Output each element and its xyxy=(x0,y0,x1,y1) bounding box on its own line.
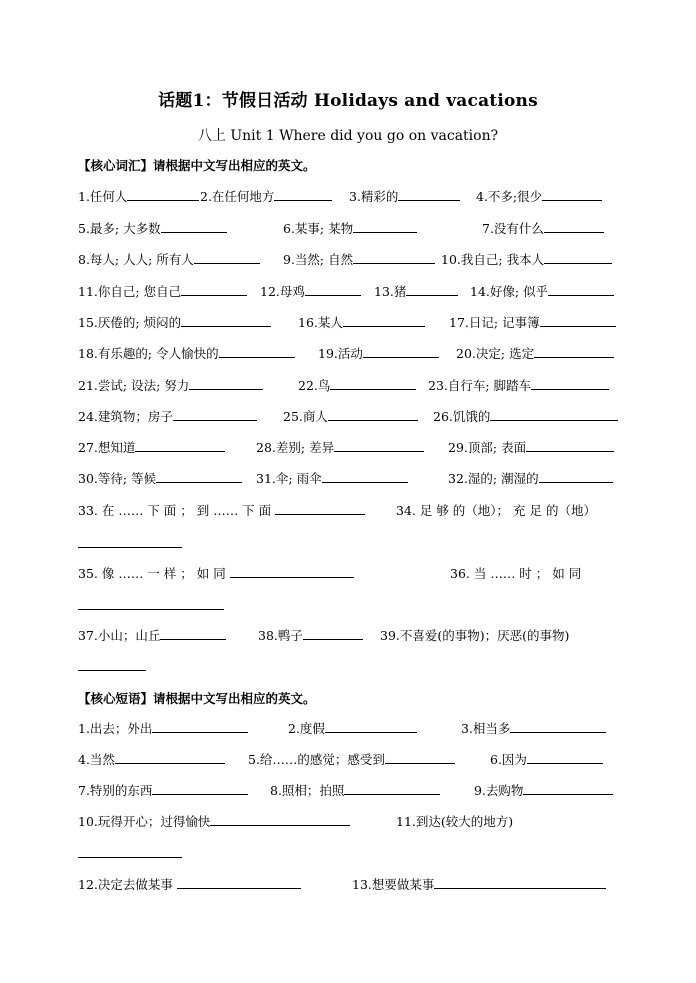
vocab-item-4: 4.不多;很少 xyxy=(476,187,602,205)
vocab-row-7 xyxy=(78,376,618,398)
vocab-row-9 xyxy=(78,438,618,460)
answer-blank[interactable] xyxy=(219,344,295,358)
answer-blank[interactable] xyxy=(275,501,365,515)
vocab-item-22: 22.鸟 xyxy=(298,376,416,394)
answer-blank[interactable] xyxy=(353,219,417,233)
vocab-item-24: 24.建筑物；房子 xyxy=(78,407,257,425)
vocab-item-36: 36. 当 …… 时 ； 如 同 xyxy=(450,566,582,581)
answer-blank[interactable] xyxy=(152,781,248,795)
answer-blank[interactable] xyxy=(181,282,247,296)
answer-blank[interactable] xyxy=(406,282,458,296)
vocab-item-31: 31.伞; 雨伞 xyxy=(256,469,408,487)
phrase-row-2 xyxy=(78,750,618,772)
vocab-item-1: 1.任何人 xyxy=(78,187,199,205)
vocab-row-3 xyxy=(78,250,618,272)
answer-blank[interactable] xyxy=(325,719,417,733)
vocab-item-15: 15.厌倦的; 烦闷的 xyxy=(78,313,271,331)
answer-blank[interactable] xyxy=(534,344,614,358)
vocab-item-11: 11.你自己; 您自己 xyxy=(78,282,247,300)
vocab-row-10 xyxy=(78,469,618,491)
answer-blank[interactable] xyxy=(540,313,616,327)
vocab-item-10: 10.我自己; 我本人 xyxy=(441,250,612,268)
vocab-item-35: 35. 像 …… 一 样 ； 如 同 xyxy=(78,564,354,582)
answer-blank[interactable] xyxy=(548,282,614,296)
answer-blank[interactable] xyxy=(334,438,424,452)
answer-blank[interactable] xyxy=(78,608,224,610)
phrase-item-9: 9.去购物 xyxy=(474,781,613,799)
phrase-row-5 xyxy=(78,875,618,897)
vocab-item-25: 25.商人 xyxy=(283,407,418,425)
answer-blank[interactable] xyxy=(160,626,226,640)
answer-blank[interactable] xyxy=(328,407,418,421)
answer-blank[interactable] xyxy=(303,626,363,640)
answer-blank[interactable] xyxy=(78,856,182,858)
phrase-item-8: 8.照相；拍照 xyxy=(270,781,440,799)
vocab-row-11 xyxy=(78,501,618,523)
answer-blank[interactable] xyxy=(78,546,182,548)
answer-blank[interactable] xyxy=(274,187,332,201)
phrase-row-4 xyxy=(78,812,618,834)
vocab-item-38: 38.鸭子 xyxy=(258,626,363,644)
answer-blank[interactable] xyxy=(434,875,606,889)
vocab-item-7: 7.没有什么 xyxy=(482,219,604,237)
phrase-item-12: 12.决定去做某事 xyxy=(78,875,301,893)
vocab-item-16: 16.某人 xyxy=(298,313,425,331)
vocab-item-26: 26.饥饿的 xyxy=(433,407,618,425)
answer-blank[interactable] xyxy=(156,469,242,483)
vocab-item-27: 27.想知道 xyxy=(78,438,225,456)
answer-blank[interactable] xyxy=(152,719,248,733)
vocab-item-32: 32.湿的; 潮湿的 xyxy=(448,469,613,487)
vocab-item-5: 5.最多; 大多数 xyxy=(78,219,227,237)
phrase-item-2: 2.度假 xyxy=(288,719,417,737)
phrase-item-4: 4.当然 xyxy=(78,750,225,768)
vocab-row-1 xyxy=(78,187,618,209)
answer-blank[interactable] xyxy=(305,282,361,296)
vocab-item-18: 18.有乐趣的; 令人愉快的 xyxy=(78,344,295,362)
answer-blank[interactable] xyxy=(385,750,455,764)
vocab-row-2 xyxy=(78,219,618,241)
vocab-row-5 xyxy=(78,313,618,335)
answer-blank[interactable] xyxy=(539,469,613,483)
vocab-item-14: 14.好像; 似乎 xyxy=(470,282,614,300)
vocab-item-20: 20.决定; 选定 xyxy=(456,344,614,362)
vocab-item-2: 2.在任何地方 xyxy=(200,187,332,205)
vocab-item-12: 12.母鸡 xyxy=(260,282,361,300)
vocab-item-23: 23.自行车; 脚踏车 xyxy=(428,376,609,394)
vocab-item-3: 3.精彩的 xyxy=(349,187,460,205)
vocab-item-19: 19.活动 xyxy=(318,344,439,362)
vocab-item-28: 28.差别; 差异 xyxy=(256,438,424,456)
vocab-item-30: 30.等待; 等候 xyxy=(78,469,242,487)
vocab-heading: 【核心词汇】请根据中文写出相应的英文。 xyxy=(78,158,316,173)
answer-blank[interactable] xyxy=(343,313,425,327)
phrase-item-5: 5.给……的感觉；感受到 xyxy=(248,750,455,768)
vocab-item-29: 29.顶部; 表面 xyxy=(448,438,614,456)
vocab-item-34: 34. 足 够 的（地）； 充 足 的（地） xyxy=(396,503,596,518)
vocab-item-6: 6.某事; 某物 xyxy=(283,219,417,237)
answer-blank[interactable] xyxy=(526,438,614,452)
vocab-row-12 xyxy=(78,564,618,586)
answer-blank[interactable] xyxy=(127,187,199,201)
answer-blank[interactable] xyxy=(78,669,146,671)
vocab-row-6 xyxy=(78,344,618,366)
answer-blank[interactable] xyxy=(344,781,440,795)
phrase-item-1: 1.出去；外出 xyxy=(78,719,248,737)
answer-blank[interactable] xyxy=(544,219,604,233)
vocab-item-17: 17.日记; 记事簿 xyxy=(449,313,616,331)
answer-blank[interactable] xyxy=(230,564,354,578)
vocab-item-13: 13.猪 xyxy=(374,282,458,300)
vocab-item-21: 21.尝试; 设法; 努力 xyxy=(78,376,263,394)
answer-blank[interactable] xyxy=(177,875,301,889)
phrase-item-3: 3.相当多 xyxy=(461,719,606,737)
phrase-item-6: 6.因为 xyxy=(490,750,603,768)
vocab-item-39: 39.不喜爱(的事物)；厌恶(的事物) xyxy=(380,628,570,643)
answer-blank[interactable] xyxy=(161,219,227,233)
vocab-item-9: 9.当然; 自然 xyxy=(283,250,435,268)
phrases-heading: 【核心短语】请根据中文写出相应的英文。 xyxy=(78,691,316,706)
answer-blank[interactable] xyxy=(181,313,271,327)
vocab-item-33: 33. 在 …… 下 面 ； 到 …… 下 面 xyxy=(78,501,365,519)
vocab-item-8: 8.每人; 人人; 所有人 xyxy=(78,250,260,268)
answer-blank[interactable] xyxy=(322,469,408,483)
vocab-row-8 xyxy=(78,407,618,429)
vocab-row-13 xyxy=(78,626,618,648)
answer-blank[interactable] xyxy=(135,438,225,452)
answer-blank[interactable] xyxy=(189,376,263,390)
phrase-row-3 xyxy=(78,781,618,803)
answer-blank[interactable] xyxy=(544,250,612,264)
phrase-item-7: 7.特别的东西 xyxy=(78,781,248,799)
answer-blank[interactable] xyxy=(542,187,602,201)
answer-blank[interactable] xyxy=(363,344,439,358)
answer-blank[interactable] xyxy=(398,187,460,201)
answer-blank[interactable] xyxy=(115,750,225,764)
answer-blank[interactable] xyxy=(173,407,257,421)
answer-blank[interactable] xyxy=(531,376,609,390)
page-subtitle: 八上 Unit 1 Where did you go on vacation? xyxy=(197,128,499,144)
answer-blank[interactable] xyxy=(330,376,416,390)
phrase-item-10: 10.玩得开心；过得愉快 xyxy=(78,812,350,830)
answer-blank[interactable] xyxy=(527,750,603,764)
phrase-item-11: 11.到达(较大的地方) xyxy=(396,814,514,829)
vocab-item-37: 37.小山；山丘 xyxy=(78,626,226,644)
answer-blank[interactable] xyxy=(210,812,350,826)
phrase-row-1 xyxy=(78,719,618,741)
answer-blank[interactable] xyxy=(510,719,606,733)
answer-blank[interactable] xyxy=(490,407,618,421)
page-title: 话题1：节假日活动 Holidays and vacations xyxy=(158,91,538,111)
answer-blank[interactable] xyxy=(523,781,613,795)
vocab-row-4 xyxy=(78,282,618,304)
answer-blank[interactable] xyxy=(353,250,435,264)
answer-blank[interactable] xyxy=(194,250,260,264)
phrase-item-13: 13.想要做某事 xyxy=(352,875,606,893)
